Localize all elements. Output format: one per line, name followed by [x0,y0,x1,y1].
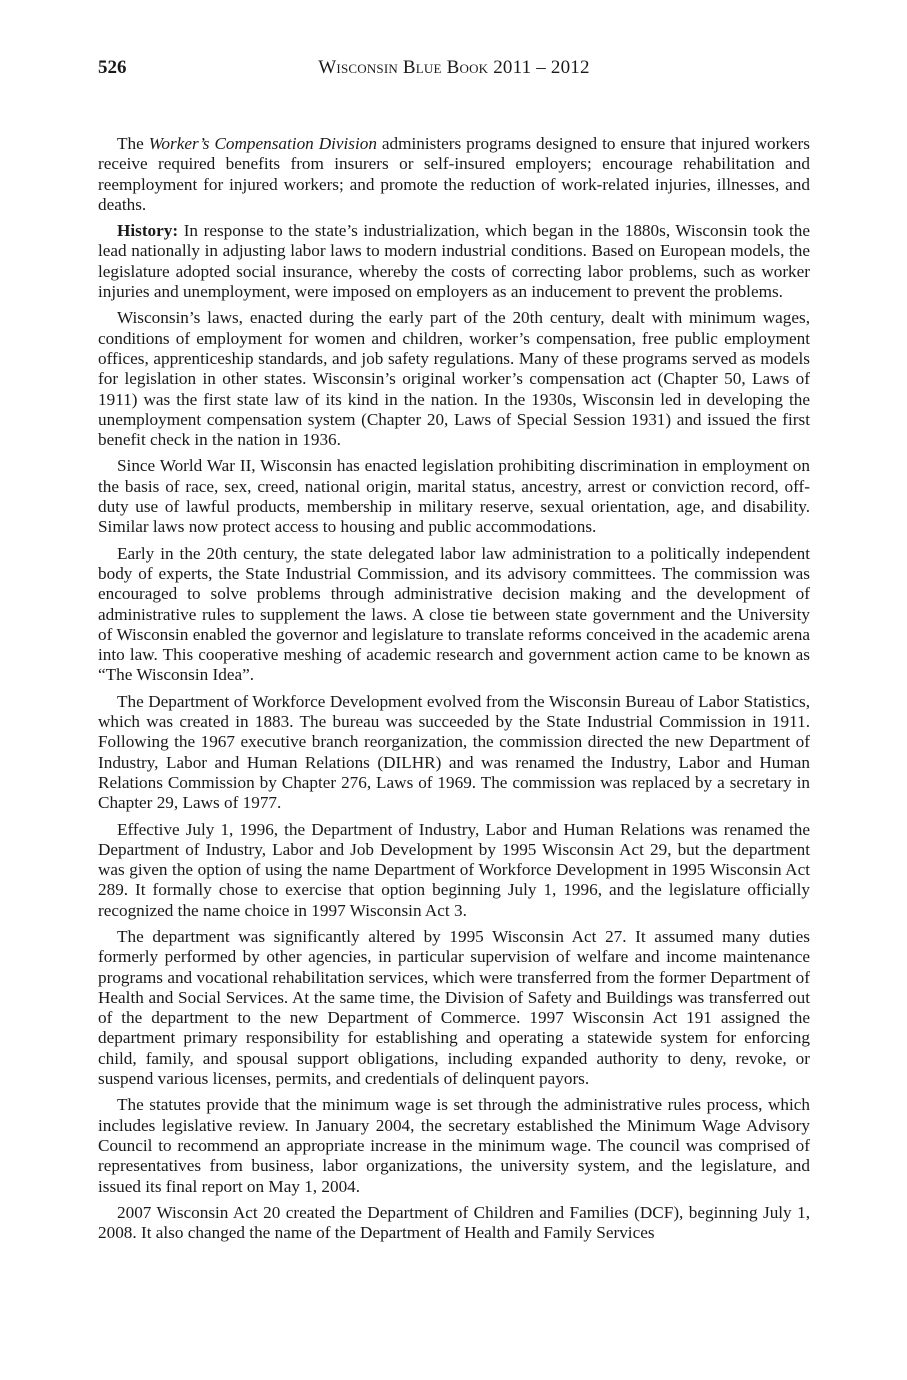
paragraph-text: administers programs designed to ensure that injured workers receive required benefits from insurers or self-insured employers; encourage rehabilitation and reemployment for injured workers; and promote the reduction of work-related injuries, illnesses, and deaths. [98,134,810,214]
paragraph-text: In response to the state’s industrialization, which began in the 1880s, Wisconsin took the lead nationally in adjusting labor laws to modern industrial conditions. Based on European models, the legislature adopted social insurance, whereby the costs of correcting labor problems, such as worker injuries and unemployment, were imposed on employers as an inducement to prevent the problems. [98,221,810,302]
paragraph-industrial-commission: Early in the 20th century, the state delegated labor law administration to a politically independent body of experts, the State Industrial Commission, and its advisory committees. The commission was encouraged to solve problems through administrative decision making and the development of administrative rules to supplement the laws. A close tie between state government and the University of Wisconsin enabled the governor and legislature to translate reforms conceived in the academic arena into law. This cooperative meshing of academic research and government action came to be known as “The Wisconsin Idea”. [98,543,810,685]
page-number: 526 [98,57,127,78]
running-title: Wisconsin Blue Book 2011 – 2012 [318,57,590,78]
paragraph-prefix: The [117,134,149,153]
paragraph-act-27-changes: The department was significantly altered by 1995 Wisconsin Act 27. It assumed many duties formerly performed by other agencies, in particular supervision of welfare and income maintenance programs and vocational rehabilitation services, which were transferred from the former Department of Health and Social Services. At the same time, the Division of Safety and Buildings was transferred out of the department to the new Department of Commerce. 1997 Wisconsin Act 191 assigned the department primary responsibility for establishing and operating a statewide system for enforcing child, family, and spousal support obligations, including expanded authority to deny, revoke, or suspend various licenses, permits, and credentials of delinquent payors. [98,926,810,1089]
body-text [98,134,810,1249]
paragraph-discrimination-laws: Since World War II, Wisconsin has enacted legislation prohibiting discrimination in employment on the basis of race, sex, creed, national origin, marital status, ancestry, arrest or conviction record, off-duty use of lawful products, membership in military reserve, sexual orientation, age, and disability. Similar laws now protect access to housing and public accommodations. [98,456,810,537]
page-header [98,56,810,80]
division-name: Worker’s Compensation Division [148,134,377,153]
paragraph-1996-renaming: Effective July 1, 1996, the Department of Industry, Labor and Human Relations was renamed the Department of Industry, Labor and Job Development by 1995 Wisconsin Act 29, but the department was given the option of using the name Department of Workforce Development in 1995 Wisconsin Act 289. It formally chose to exercise that option beginning July 1, 1996, and the legislature officially recognized the name choice in 1997 Wisconsin Act 3. [98,819,810,920]
paragraph-history [98,221,810,302]
paragraph-department-origins: The Department of Workforce Development evolved from the Wisconsin Bureau of Labor Statistics, which was created in 1883. The bureau was succeeded by the State Industrial Commission in 1911. Following the 1967 executive branch reorganization, the commission directed the new Department of Industry, Labor and Human Relations (DILHR) and was renamed the Industry, Labor and Human Relations Commission by Chapter 276, Laws of 1969. The commission was replaced by a secretary in Chapter 29, Laws of 1977. [98,691,810,813]
history-heading: History: [117,221,179,241]
paragraph-minimum-wage: The statutes provide that the minimum wage is set through the administrative rules process, which includes legislative review. In January 2004, the secretary established the Minimum Wage Advisory Council to recommend an appropriate increase in the minimum wage. The council was comprised of representatives from business, labor organizations, the university system, and the legislature, and issued its final report on May 1, 2004. [98,1095,810,1196]
paragraph-early-laws: Wisconsin’s laws, enacted during the early part of the 20th century, dealt with minimum wages, conditions of employment for women and children, worker’s compensation, free public employment offices, apprenticeship standards, and job safety regulations. Many of these programs served as models for legislation in other states. Wisconsin’s original worker’s compensation act (Chapter 50, Laws of 1911) was the first state law of its kind in the nation. In the 1930s, Wisconsin led in developing the unemployment compensation system (Chapter 20, Laws of Special Session 1931) and issued the first benefit check in the nation in 1936. [98,308,810,450]
paragraph-act-20-dcf: 2007 Wisconsin Act 20 created the Department of Children and Families (DCF), beginning July 1, 2008. It also changed the name of the Department of Health and Family Services [98,1202,810,1243]
paragraph-workers-compensation-division [98,134,810,215]
